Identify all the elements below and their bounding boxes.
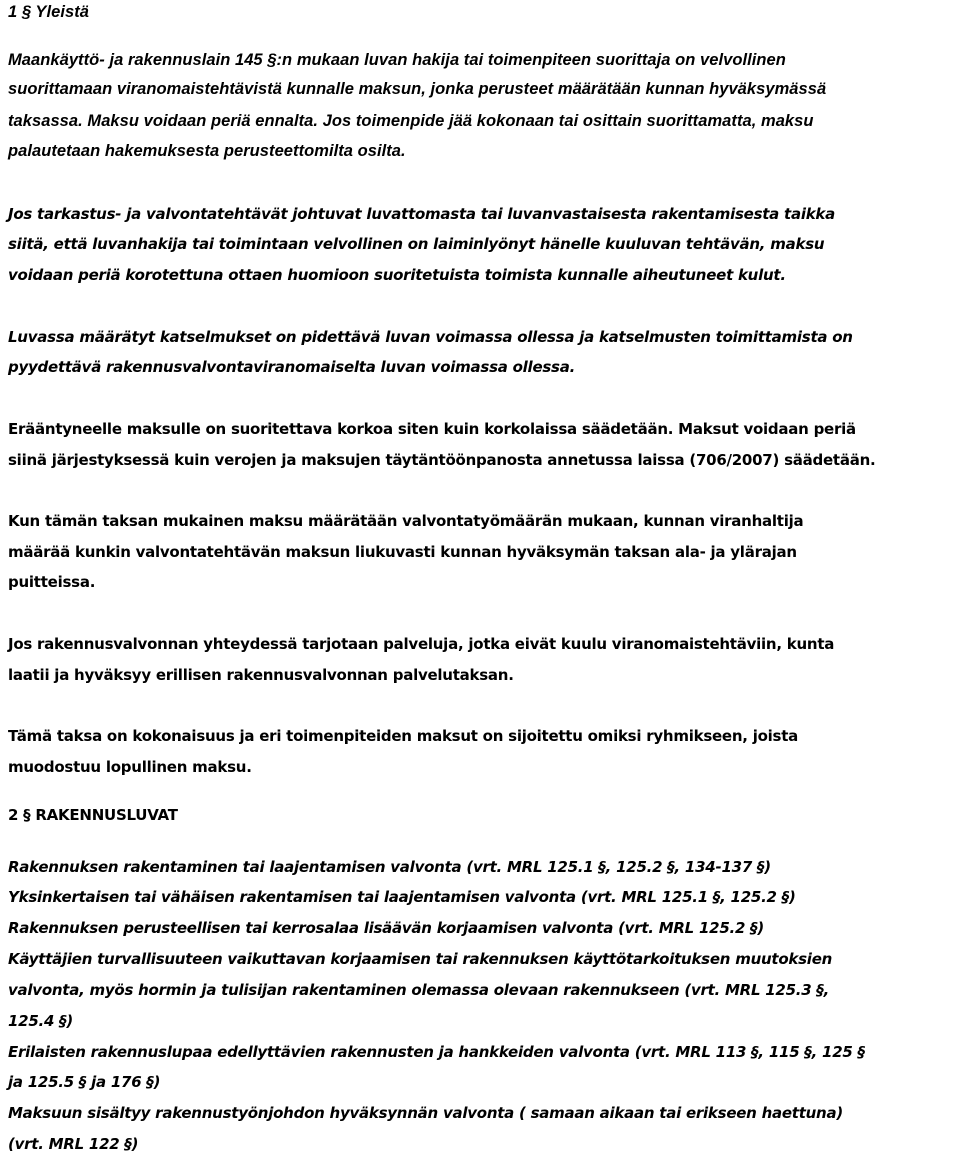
text-line: Tämä taksa on kokonaisuus ja eri toimenpiteiden maksut on sijoitettu omiksi ryhmikseen, joista: [8, 727, 799, 745]
text-line: taksassa. Maksu voidaan periä ennalta. Jos toimenpide jää kokonaan tai osittain suorittamatta, maksu: [8, 112, 814, 130]
list-item: Rakennuksen perusteellisen tai kerrosalaa lisäävän korjaamisen valvonta (vrt. MRL 125.2 §): [8, 919, 764, 937]
text-line: Kun tämän taksan mukainen maksu määrätään valvontatyömäärän mukaan, kunnan viranhaltija: [8, 512, 804, 530]
text-line: voidaan periä korotettuna ottaen huomioon suoritetuista toimista kunnalle aiheutuneet kulut.: [8, 266, 786, 284]
text-line: siitä, että luvanhakija tai toimintaan velvollinen on laiminlyönyt hänelle kuuluvan tehtävän, maksu: [8, 235, 825, 253]
text-line: määrää kunkin valvontatehtävän maksun liukuvasti kunnan hyväksymän taksan ala- ja ylärajan: [8, 543, 797, 561]
text-line: pyydettävä rakennusvalvontaviranomaiselta luvan voimassa ollessa.: [8, 358, 576, 376]
text-line: Jos rakennusvalvonnan yhteydessä tarjotaan palveluja, jotka eivät kuulu viranomaistehtäviin, kunta: [8, 635, 835, 653]
text-line: palautetaan hakemuksesta perusteettomilta osilta.: [8, 142, 406, 160]
list-item-continued: valvonta, myös hormin ja tulisijan rakentaminen olemassa olevaan rakennukseen (vrt. MRL 125.3 §,: [8, 981, 830, 999]
text-line: Maankäyttö- ja rakennuslain 145 §:n mukaan luvan hakija tai toimenpiteen suorittaja on velvollinen: [8, 51, 786, 69]
list-item: Maksuun sisältyy rakennustyönjohdon hyväksynnän valvonta ( samaan aikaan tai erikseen haettuna): [8, 1104, 843, 1122]
text-line: Erääntyneelle maksulle on suoritettava korkoa siten kuin korkolaissa säädetään. Maksut voidaan periä: [8, 420, 856, 438]
section-1-heading: 1 § Yleistä: [8, 3, 89, 21]
list-item: Rakennuksen rakentaminen tai laajentamisen valvonta (vrt. MRL 125.1 §, 125.2 §, 134-137 §): [8, 858, 771, 876]
list-item-continued: 125.4 §): [8, 1012, 74, 1030]
list-item: Erilaisten rakennuslupaa edellyttävien rakennusten ja hankkeiden valvonta (vrt. MRL 113 §, 115 §, 125 §: [8, 1043, 865, 1061]
text-line: siinä järjestyksessä kuin verojen ja maksujen täytäntöönpanosta annetussa laissa (706/2007) säädetään.: [8, 451, 876, 469]
section-2-heading: 2 § RAKENNUSLUVAT: [8, 806, 178, 824]
list-item: Yksinkertaisen tai vähäisen rakentamisen tai laajentamisen valvonta (vrt. MRL 125.1 §, 125.2 §): [8, 888, 796, 906]
text-line: puitteissa.: [8, 573, 96, 591]
list-item: Käyttäjien turvallisuuteen vaikuttavan korjaamisen tai rakennuksen käyttötarkoituksen muutoksien: [8, 950, 833, 968]
text-line: Jos tarkastus- ja valvontatehtävät johtuvat luvattomasta tai luvanvastaisesta rakentamisesta taikka: [8, 205, 836, 223]
text-line: suorittamaan viranomaistehtävistä kunnalle maksun, jonka perusteet määrätään kunnan hyväksymässä: [8, 80, 827, 98]
text-line: Luvassa määrätyt katselmukset on pidettävä luvan voimassa ollessa ja katselmusten toimittamista on: [8, 328, 853, 346]
list-item-continued: ja 125.5 § ja 176 §): [8, 1073, 161, 1091]
list-item-continued: (vrt. MRL 122 §): [8, 1135, 139, 1153]
text-line: laatii ja hyväksyy erillisen rakennusvalvonnan palvelutaksan.: [8, 666, 514, 684]
text-line: muodostuu lopullinen maksu.: [8, 758, 252, 776]
